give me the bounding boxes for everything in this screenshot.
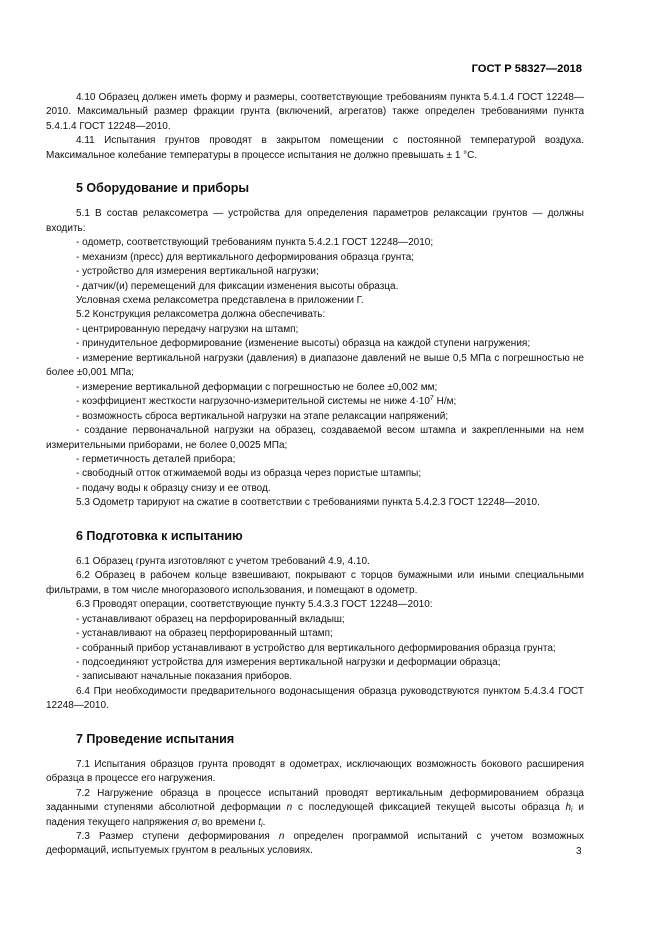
list-item-load-measure: - измерение вертикальной нагрузки (давления) в диапазоне давлений не выше 0,5 МПа с погрешностью не более ±0,001 МПа; — [46, 352, 584, 379]
document-body — [46, 91, 584, 859]
paragraph-4-10: 4.10 Образец должен иметь форму и размеры, соответствующие требованиям пункта 5.4.1.4 ГОСТ 12248—2010. Максимальный размер фракции грунта (включений, агрегатов) также определен требованиями пункта 5.4.1.4 ГОСТ 12248—2010. — [46, 92, 584, 132]
paragraph-6-3: 6.3 Проводят операции, соответствующие пункту 5.4.3.3 ГОСТ 12248—2010: — [76, 599, 433, 611]
text-run: с последующей фиксацией текущей высоты образца — [292, 802, 566, 814]
subscript-i: i — [197, 821, 200, 829]
symbol-n: n — [278, 831, 285, 843]
list-item: - измерение вертикальной деформации с погрешностью не более ±0,002 мм; — [76, 381, 438, 393]
text-run: во времени — [199, 816, 259, 828]
text-run: . — [262, 816, 266, 828]
subscript-i: i — [571, 807, 573, 815]
symbol-h: h — [565, 802, 572, 814]
paragraph-7-3 — [46, 830, 584, 859]
list-item: - герметичность деталей прибора; — [76, 453, 236, 465]
list-item: - записывают начальные показания приборов. — [76, 671, 293, 683]
list-item: - устанавливают на образец перфорированный штамп; — [76, 628, 333, 640]
list-item: - центрированную передачу нагрузки на штамп; — [76, 323, 299, 335]
page-number: 3 — [576, 846, 582, 857]
paragraph-6-4: 6.4 При необходимости предварительного водонасыщения образца руководствуются пунктом 5.4.3.4 ГОСТ 12248—2010. — [46, 685, 584, 712]
text-run: определен программой испытаний с учетом возможных деформаций, испытуемых грунтом в реальных условиях. — [46, 831, 585, 857]
paragraph-7-2 — [46, 787, 584, 830]
subscript-i: i — [261, 821, 263, 829]
section-6-heading: 6 Подготовка к испытанию — [76, 528, 243, 543]
symbol-t: t — [258, 816, 262, 828]
paragraph-6-1: 6.1 Образец грунта изготовляют с учетом требований 4.9, 4.10. — [76, 555, 370, 567]
text-run: и падения текущего напряжения — [46, 802, 584, 828]
list-item: - свободный отток отжимаемой воды из образца через пористые штампы; — [76, 468, 422, 480]
text-run: 7.3 Размер ступени деформирования — [76, 831, 279, 843]
stiffness-text: - коэффициент жесткости нагрузочно-измерительной системы не ниже 4·10 — [76, 396, 430, 408]
stiffness-unit: Н/м; — [433, 396, 457, 408]
list-item: - устанавливают образец на перфорированный вкладыш; — [76, 613, 345, 625]
list-item-assembled: - собранный прибор устанавливают в устройство для вертикального деформирования образца грунта; — [76, 642, 556, 654]
list-item: - датчик/(и) перемещений для фиксации изменения высоты образца. — [76, 280, 399, 292]
section-7-heading: 7 Проведение испытания — [76, 731, 235, 746]
list-item-initial-load: - создание первоначальной нагрузки на образец, создаваемой весом штампа и закрепленными на нем измерительными приборами, не более 0,0025 МПа; — [46, 425, 584, 451]
list-item: - возможность сброса вертикальной нагрузки на этапе релаксации напряжений; — [76, 410, 449, 422]
symbol-n: n — [286, 802, 293, 814]
paragraph-4-11: 4.11 Испытания грунтов проводят в закрытом помещении с постоянной температурой воздуха. Максимальное колебание температуры в процессе испытания не должно превышать ± 1 °С. — [46, 135, 584, 161]
list-item: - одометр, соответствующий требованиям пункта 5.4.2.1 ГОСТ 12248—2010; — [76, 237, 434, 249]
scheme-note: Условная схема релаксометра представлена в приложении Г. — [76, 294, 364, 306]
list-item: - подачу воды к образцу снизу и ее отвод. — [76, 482, 271, 494]
paragraph-6-2: 6.2 Образец в рабочем кольце взвешивают, покрывают с торцов бумажными или иными специальными фильтрами, в том числе многоразового использования, и помещают в одометр. — [46, 570, 584, 596]
paragraph-5-2: 5.2 Конструкция релаксометра должна обеспечивать: — [76, 309, 326, 321]
section-5-heading: 5 Оборудование и приборы — [76, 181, 250, 196]
list-item-stiffness — [76, 395, 584, 409]
document-header: ГОСТ Р 58327—2018 — [471, 63, 582, 75]
list-item: - механизм (пресс) для вертикального деформирования образца грунта; — [76, 251, 415, 263]
list-item: - принудительное деформирование (изменение высоты) образца на каждой ступени нагружения; — [76, 338, 531, 350]
list-item: - подсоединяют устройства для измерения вертикальной нагрузки и деформации образца; — [76, 656, 501, 668]
stiffness-exponent: 7 — [429, 395, 434, 403]
text-run: 7.2 Нагружение образца в процессе испытаний проводят вертикальным деформированием образца заданными ступенями абсолютной деформации — [46, 787, 584, 814]
symbol-sigma: σ — [191, 816, 198, 828]
paragraph-5-3: 5.3 Одометр тарируют на сжатие в соответствии с требованиями пункта 5.4.2.3 ГОСТ 12248—2010. — [76, 497, 540, 509]
paragraph-7-1: 7.1 Испытания образцов грунта проводят в одометрах, исключающих возможность бокового расширения образца в процессе его нагружения. — [46, 758, 584, 785]
paragraph-5-1: 5.1 В состав релаксометра — устройства для определения параметров релаксации грунтов — должны входить: — [46, 208, 584, 234]
list-item: - устройство для измерения вертикальной нагрузки; — [76, 266, 319, 278]
